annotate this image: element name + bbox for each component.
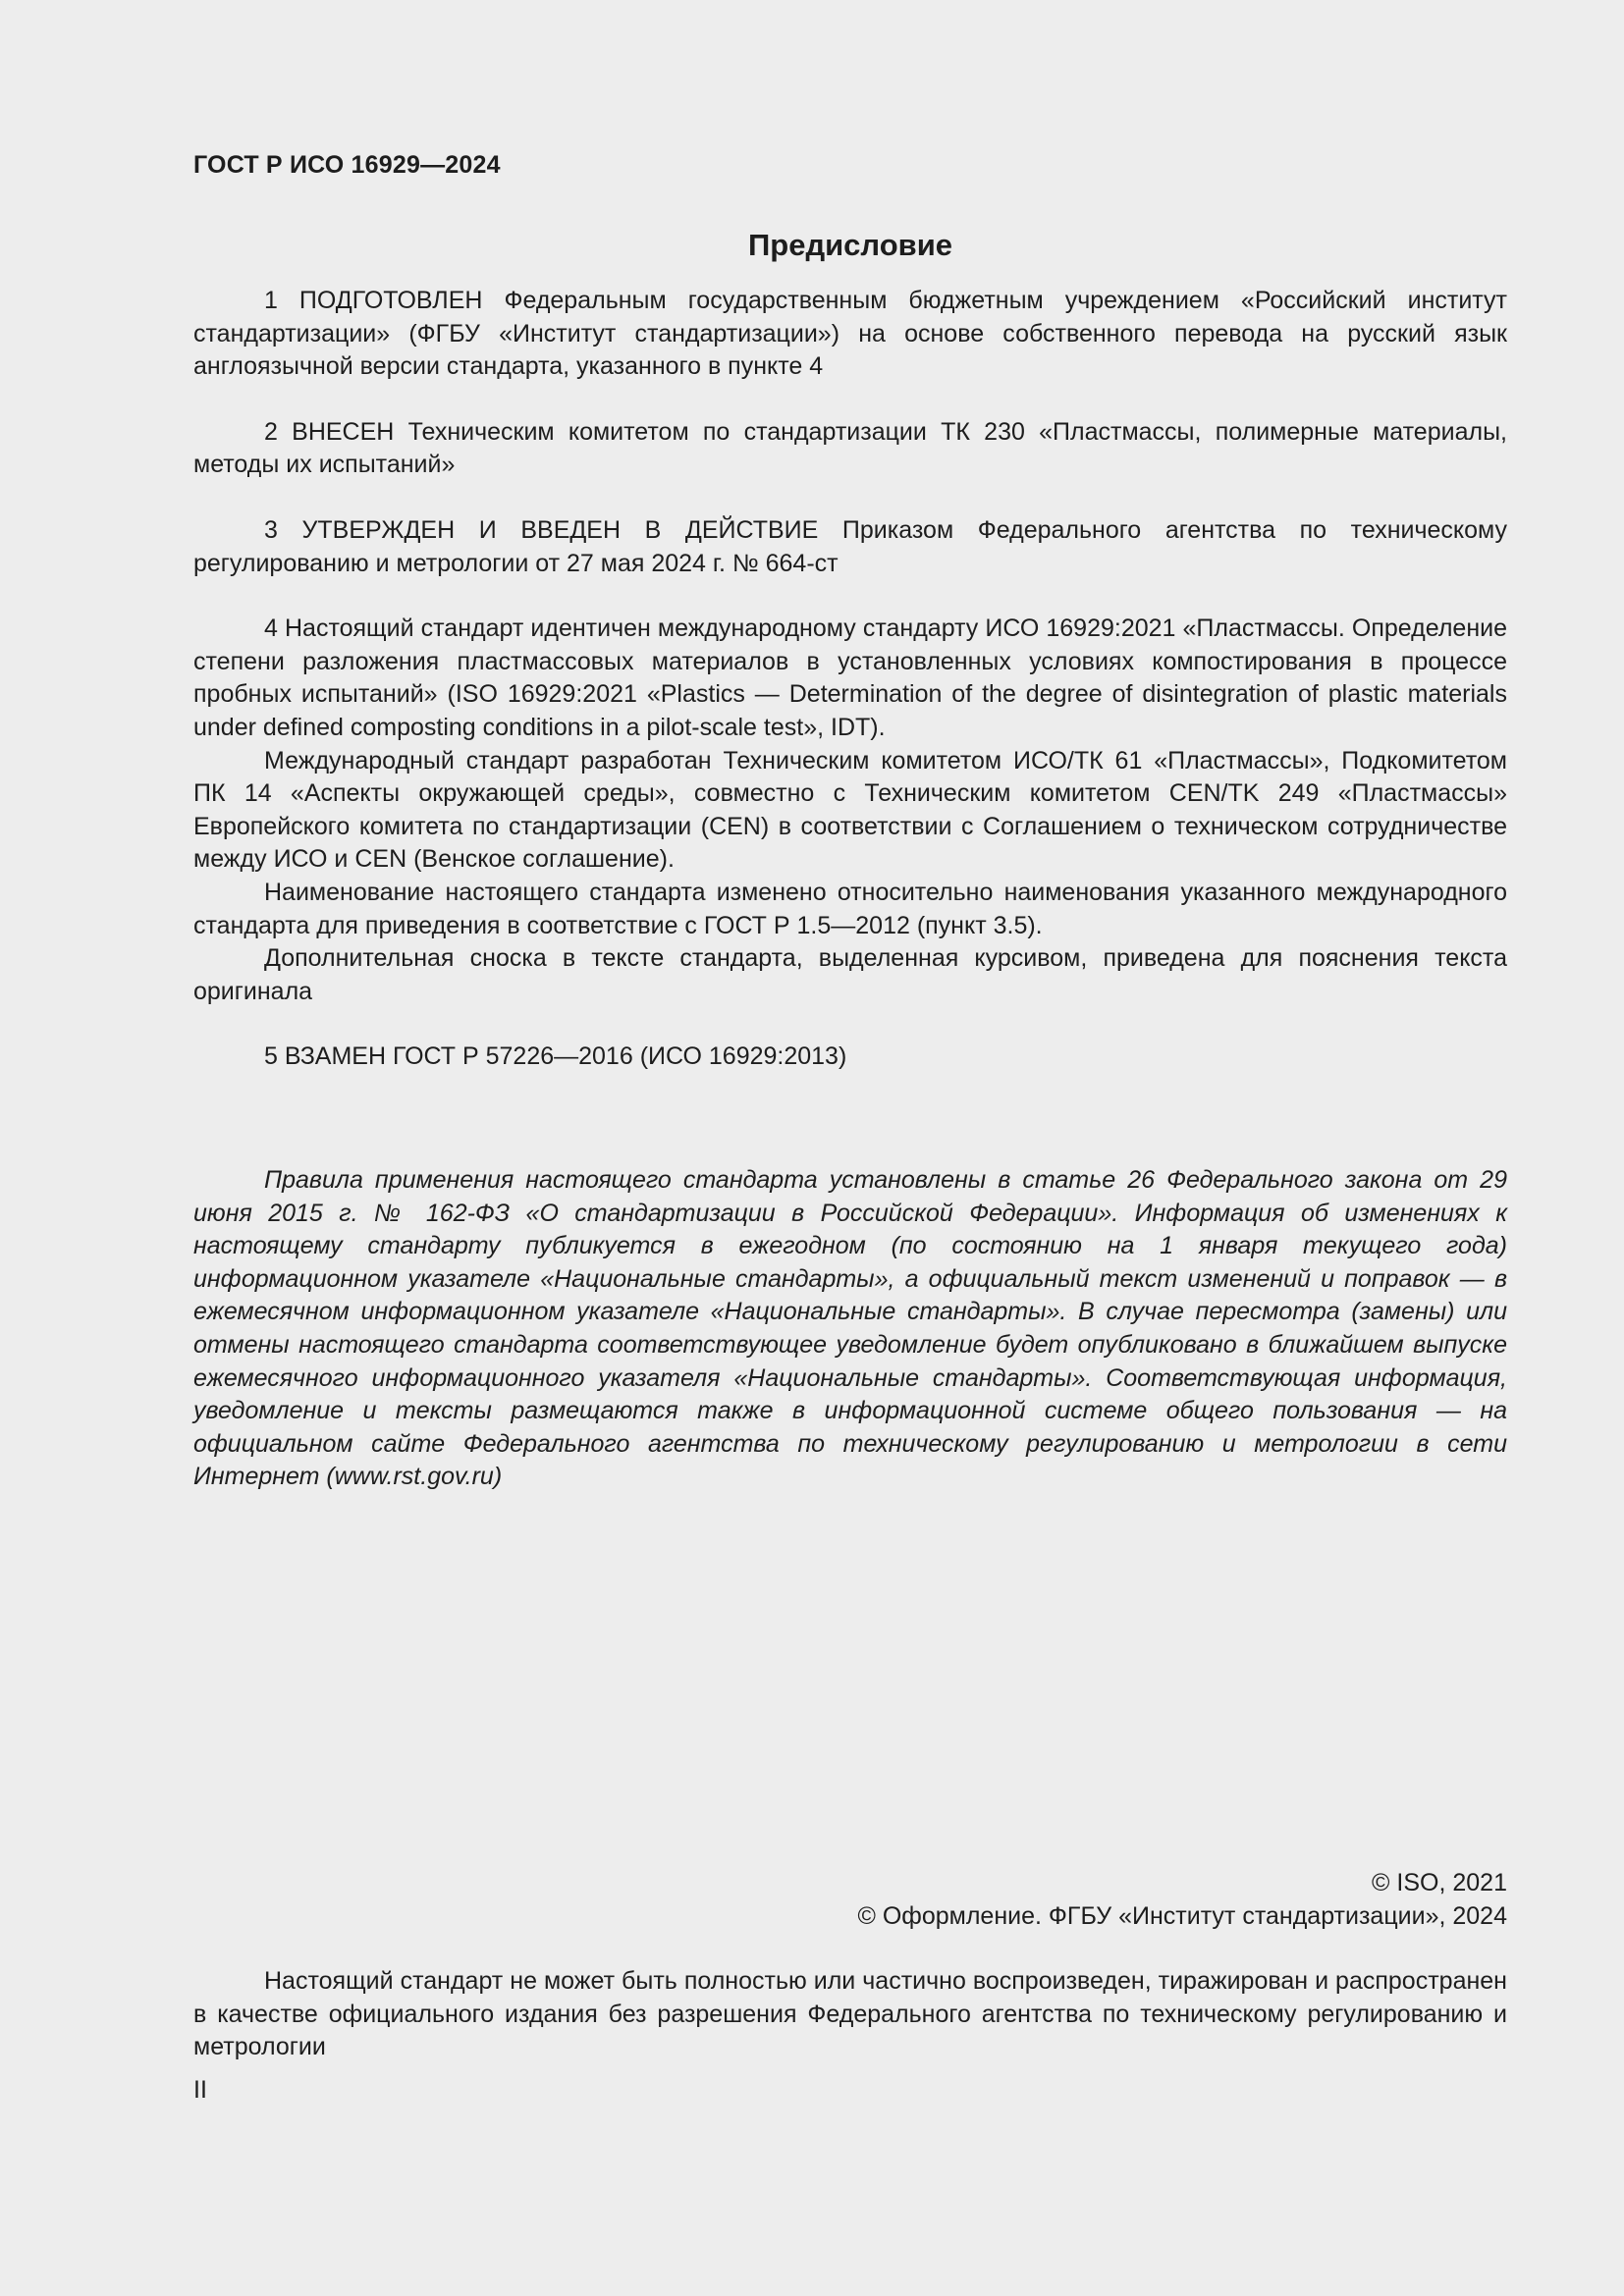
foreword-item-4-development: Международный стандарт разработан Техническим комитетом ИСО/ТК 61 «Пластмассы», Подкомитетом ПК 14 «Аспекты окружающей среды», совместно с Техническим комитетом CEN/TK 249 «Пластмассы» Европейского комитета по стандартизации (CEN) в соответствии с Соглашением о техническом сотрудничестве между ИСО и CEN (Венское соглашение).: [193, 746, 1507, 874]
application-rules-notice: [193, 1164, 1507, 1494]
copyright-design: © Оформление. ФГБУ «Институт стандартизации», 2024: [857, 1901, 1507, 1930]
page-title: Предисловие: [747, 228, 952, 262]
foreword-item-3: 3 УТВЕРЖДЕН И ВВЕДЕН В ДЕЙСТВИЕ Приказом Федерального агентства по техническому регулированию и метрологии от 27 мая 2024 г. № 664-ст: [193, 515, 1507, 577]
foreword-body: [193, 285, 1507, 1074]
foreword-item-4: 4 Настоящий стандарт идентичен международному стандарту ИСО 16929:2021 «Пластмассы. Определение степени разложения пластмассовых материалов в установленных условиях компостирования в процессе пробных испытаний» (ISO 16929:2021 «Plastics — Determination of the degree of disintegration of plastic materials under defined composting conditions in a pilot-scale test», IDT).: [193, 614, 1507, 741]
foreword-item-4-footnote-note: Дополнительная сноска в тексте стандарта, выделенная курсивом, приведена для пояснения текста оригинала: [193, 944, 1507, 1005]
page-number: II: [193, 2076, 207, 2104]
copyright-block: [193, 1867, 1507, 1933]
reproduction-text: Настоящий стандарт не может быть полностью или частично воспроизведен, тиражирован и распространен в качестве официального издания без разрешения Федерального агентства по техническому регулированию и метрологии: [193, 1967, 1507, 2061]
foreword-item-5: 5 ВЗАМЕН ГОСТ Р 57226—2016 (ИСО 16929:2013): [264, 1042, 847, 1071]
reproduction-notice: [193, 1965, 1507, 2064]
foreword-item-2: 2 ВНЕСЕН Техническим комитетом по стандартизации ТК 230 «Пластмассы, полимерные материалы, методы их испытаний»: [193, 417, 1507, 479]
copyright-iso: © ISO, 2021: [1372, 1869, 1507, 1896]
notice-text: Правила применения настоящего стандарта установлены в статье 26 Федерального закона от 29 июня 2015 г. № 162-ФЗ «О стандартизации в Российской Федерации». Информация об изменениях к настоящему стандарту публикуется в ежегодном (по состоянию на 1 января текущего года) информационном указателе «Национальные стандарты», а официальный текст изменений и поправок — в ежемесячном информационном указателе «Национальные стандарты». В случае пересмотра (замены) или отмены настоящего стандарта соответствующее уведомление будет опубликовано в ближайшем выпуске ежемесячного информационного указателя «Национальные стандарты». Соответствующая информация, уведомление и тексты размещаются также в информационной системе общего пользования — на официальном сайте Федерального агентства по техническому регулированию и метрологии в сети Интернет (www.rst.gov.ru): [193, 1166, 1507, 1491]
foreword-item-1: 1 ПОДГОТОВЛЕН Федеральным государственным бюджетным учреждением «Российский институт стандартизации» (ФГБУ «Институт стандартизации») на основе собственного перевода на русский язык англоязычной версии стандарта, указанного в пункте 4: [193, 287, 1507, 381]
document-code: ГОСТ Р ИСО 16929—2024: [193, 151, 501, 179]
foreword-item-4-title-change: Наименование настоящего стандарта изменено относительно наименования указанного международного стандарта для приведения в соответствие с ГОСТ Р 1.5—2012 (пункт 3.5).: [193, 878, 1507, 939]
